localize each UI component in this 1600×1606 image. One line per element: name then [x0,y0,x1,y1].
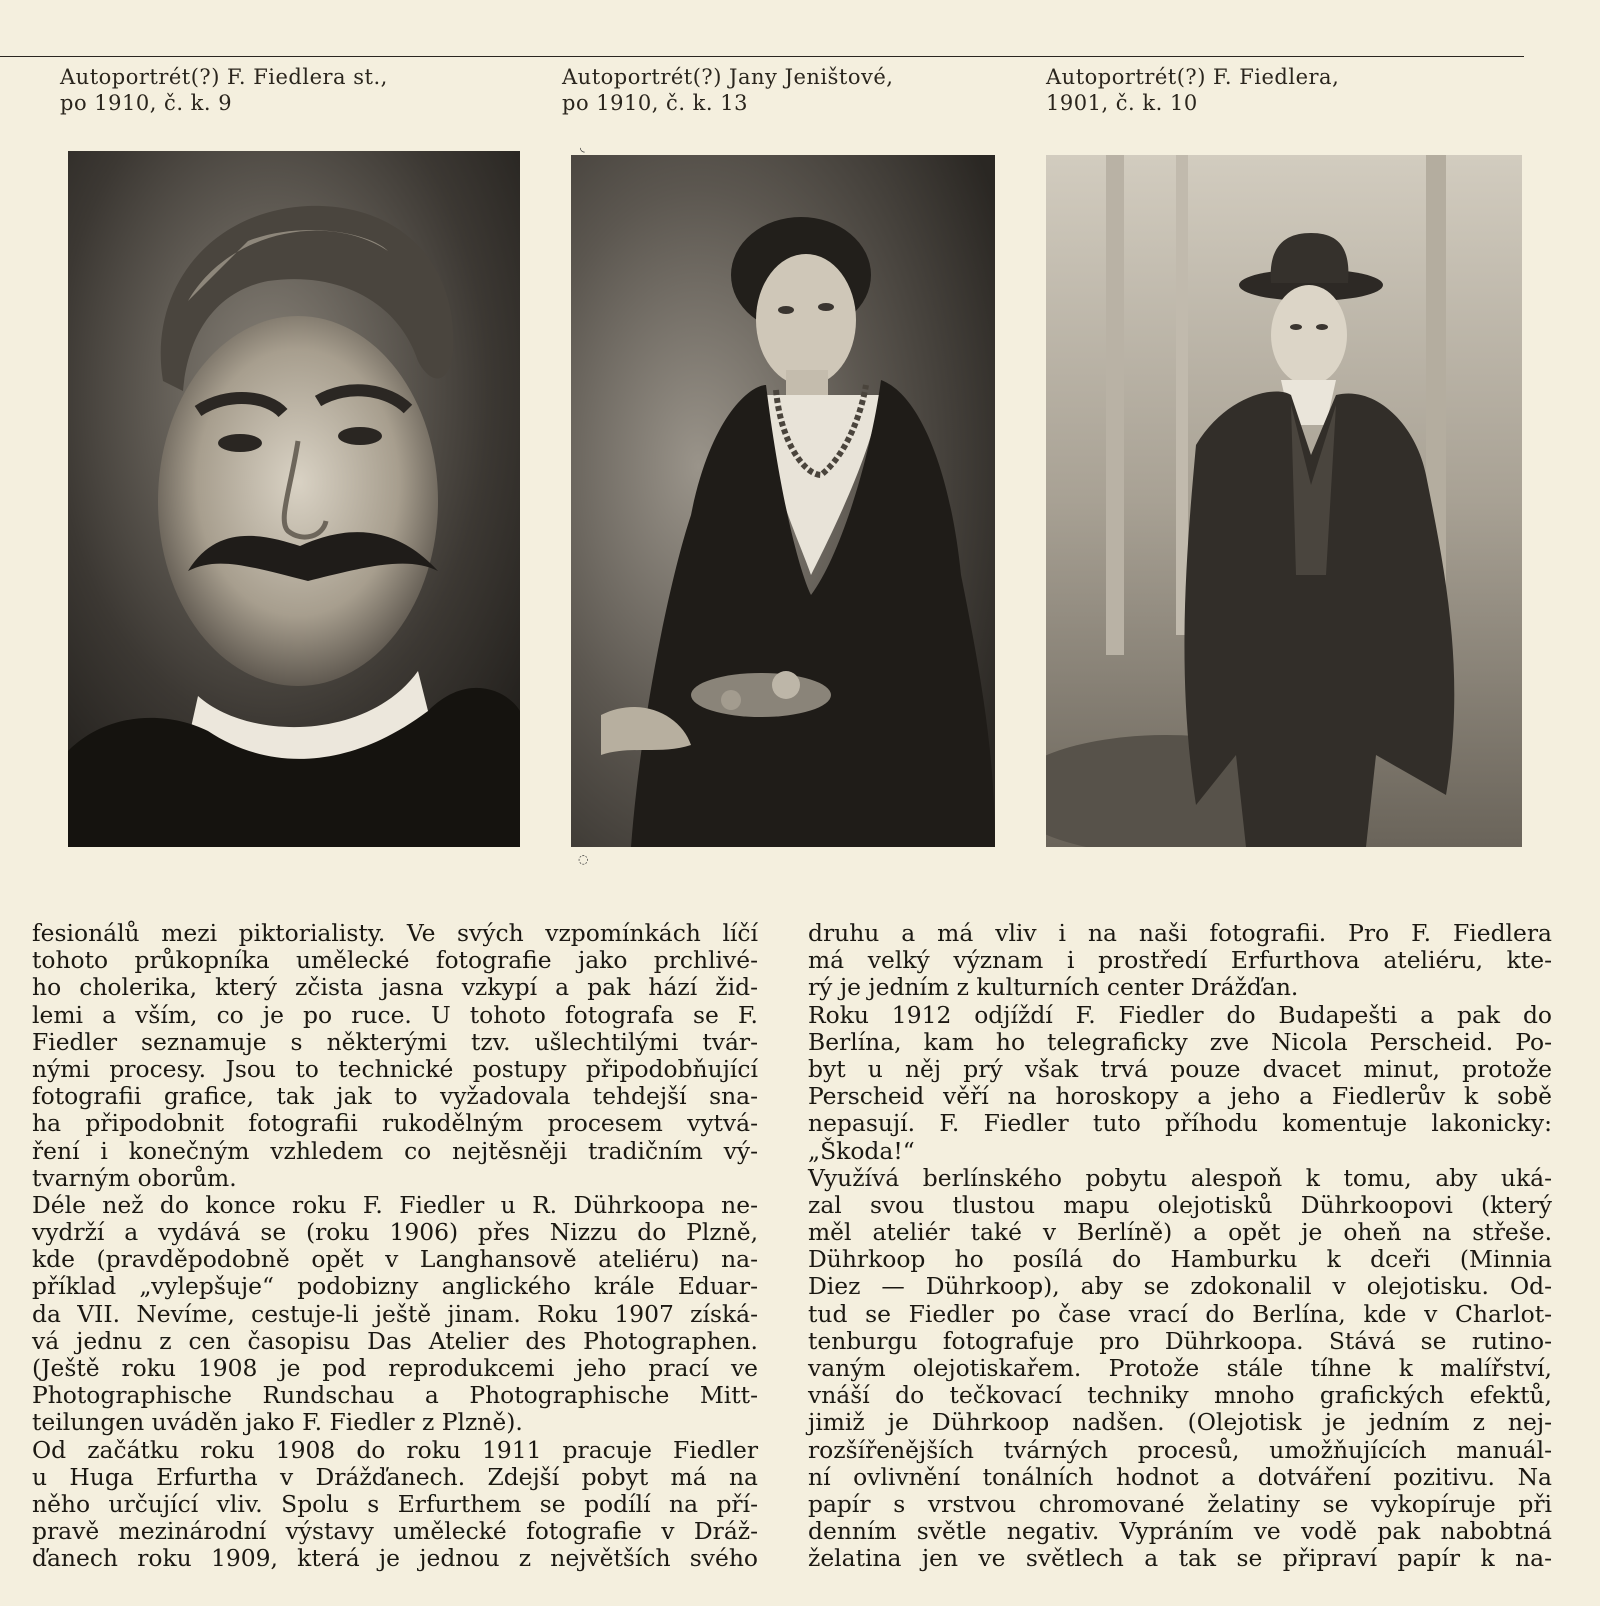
text-line: nepasují. F. Fiedler tuto příhodu komentuje lakonicky: [808,1109,1552,1138]
text-line: Photographische Rundschau a Photographische Mitt- [32,1381,758,1410]
text-line: teilungen uváděn jako F. Fiedler z Plzně). [32,1408,523,1437]
text-line: vydrží a vydává se (roku 1906) přes Nizzu do Plzně, [32,1218,758,1247]
photo-woman-necklace [571,155,995,847]
print-speck: ◟ [580,140,585,154]
text-line: Déle než do konce roku F. Fiedler u R. Dührkoopa ne- [32,1190,758,1219]
text-line: tenburgu fotografuje pro Dührkoopa. Stává se rutino- [808,1326,1552,1355]
text-line: ní ovlivnění tonálních hodnot a dotváření pozitivu. Na [808,1462,1552,1491]
caption-1 [60,64,388,116]
caption-2-line1: Autoportrét(?) Jany Jeništové, [562,65,894,89]
text-line: tvarným oborům. [32,1163,237,1192]
photo-man-moustache [68,151,520,847]
caption-3-line1: Autoportrét(?) F. Fiedlera, [1046,65,1340,89]
text-line: želatina jen ve světlech a tak se připraví papír k na- [808,1544,1552,1573]
text-line: Roku 1912 odjíždí F. Fiedler do Budapešti a pak do [808,1000,1552,1029]
text-line: rý je jedním z kulturních center Drážďan. [808,973,1299,1002]
text-line: papír s vrstvou chromované želatiny se vykopíruje při [808,1489,1552,1518]
text-line: zal svou tlustou mapu olejotisků Dührkoopovi (který [808,1190,1552,1219]
text-line: Dührkoop ho posílá do Hamburku k dceři (Minnia [808,1245,1552,1274]
text-line: měl ateliér také v Berlíně) a opět je oheň na střeše. [808,1218,1552,1247]
text-line: ření i konečným vzhledem co nejtěsněji tradičním vý- [32,1136,758,1165]
text-line: Fiedler seznamuje s některými tzv. ušlechtilými tvár- [32,1027,758,1056]
print-speck: ◌ [578,852,589,866]
text-line: něho určující vliv. Spolu s Erfurthem se podílí na pří- [32,1489,758,1518]
caption-2-line2: po 1910, č. k. 13 [562,91,748,115]
caption-1-line1: Autoportrét(?) F. Fiedlera st., [60,65,388,89]
caption-3-line2: 1901, č. k. 10 [1046,91,1198,115]
text-line: ho cholerika, který zčista jasna vzkypí a pak hází žid- [32,973,758,1002]
text-line: Berlína, kam ho telegraficky zve Nicola Perscheid. Po- [808,1027,1552,1056]
text-line: pravě mezinárodní výstavy umělecké fotografie v Dráž- [32,1517,758,1546]
caption-1-line2: po 1910, č. k. 9 [60,91,233,115]
text-line: lemi a vším, co je po ruce. U tohoto fotografa se F. [32,1000,758,1029]
text-line: kde (pravděpodobně opět v Langhansově ateliéru) na- [32,1245,758,1274]
text-line: fotografii grafice, tak jak to vyžadovala tehdejší sna- [32,1082,758,1111]
text-line: Perscheid věří na horoskopy a jeho a Fiedlerův k sobě [808,1082,1552,1111]
text-line: vá jednu z cen časopisu Das Atelier des Photographen. [32,1326,758,1355]
caption-3 [1046,64,1339,116]
text-line: vnáší do tečkovací techniky mnoho grafických efektů, [808,1381,1552,1410]
text-line: „Škoda!“ [808,1136,915,1165]
text-line: fesionálů mezi piktorialisty. Ve svých vzpomínkách líčí [32,919,758,947]
text-line: druhu a má vliv i na naši fotografii. Pro F. Fiedlera [808,919,1552,947]
right-text-column [808,920,1552,1573]
text-line: (Ještě roku 1908 je pod reprodukcemi jeho prací ve [32,1354,758,1382]
text-line: tohoto průkopníka umělecké fotografie jako prchlivé- [32,946,758,975]
text-line: vaným olejotiskařem. Protože stále tíhne k malířství, [808,1354,1552,1382]
text-line: má velký význam i prostředí Erfurthova ateliéru, kte- [808,946,1552,975]
top-rule [0,56,1524,57]
text-line: byt u něj prý však trvá pouze dvacet minut, protože [808,1054,1552,1083]
caption-2 [562,64,893,116]
text-line: rozšířenějších tvárných procesů, umožňujících manuál- [808,1435,1552,1464]
text-line: ha připodobnit fotografii rukodělným procesem vytvá- [32,1109,758,1138]
text-line: příklad „vylepšuje“ podobizny anglického krále Eduar- [32,1272,758,1301]
left-text-column [32,920,758,1573]
text-line: jimiž je Dührkoop nadšen. (Olejotisk je jedním z nej- [808,1408,1552,1437]
text-line: da VII. Nevíme, cestuje-li ještě jinam. Roku 1907 získá- [32,1299,758,1328]
text-line: tud se Fiedler po čase vrací do Berlína, kde v Charlot- [808,1299,1552,1328]
text-line: Využívá berlínského pobytu alespoň k tomu, aby uká- [808,1163,1552,1192]
text-line: Diez — Dührkoop), aby se zdokonalil v olejotisku. Od- [808,1272,1552,1301]
text-line: denním světle negativ. Vypráním ve vodě pak nabobtná [808,1517,1552,1546]
text-line: nými procesy. Jsou to technické postupy připodobňující [32,1054,758,1083]
text-line: Od začátku roku 1908 do roku 1911 pracuje Fiedler [32,1435,758,1464]
text-line: ďanech roku 1909, která je jednou z největších svého [32,1544,758,1573]
photo-young-man-hat [1046,155,1522,847]
text-line: u Huga Erfurtha v Drážďanech. Zdejší pobyt má na [32,1462,758,1491]
